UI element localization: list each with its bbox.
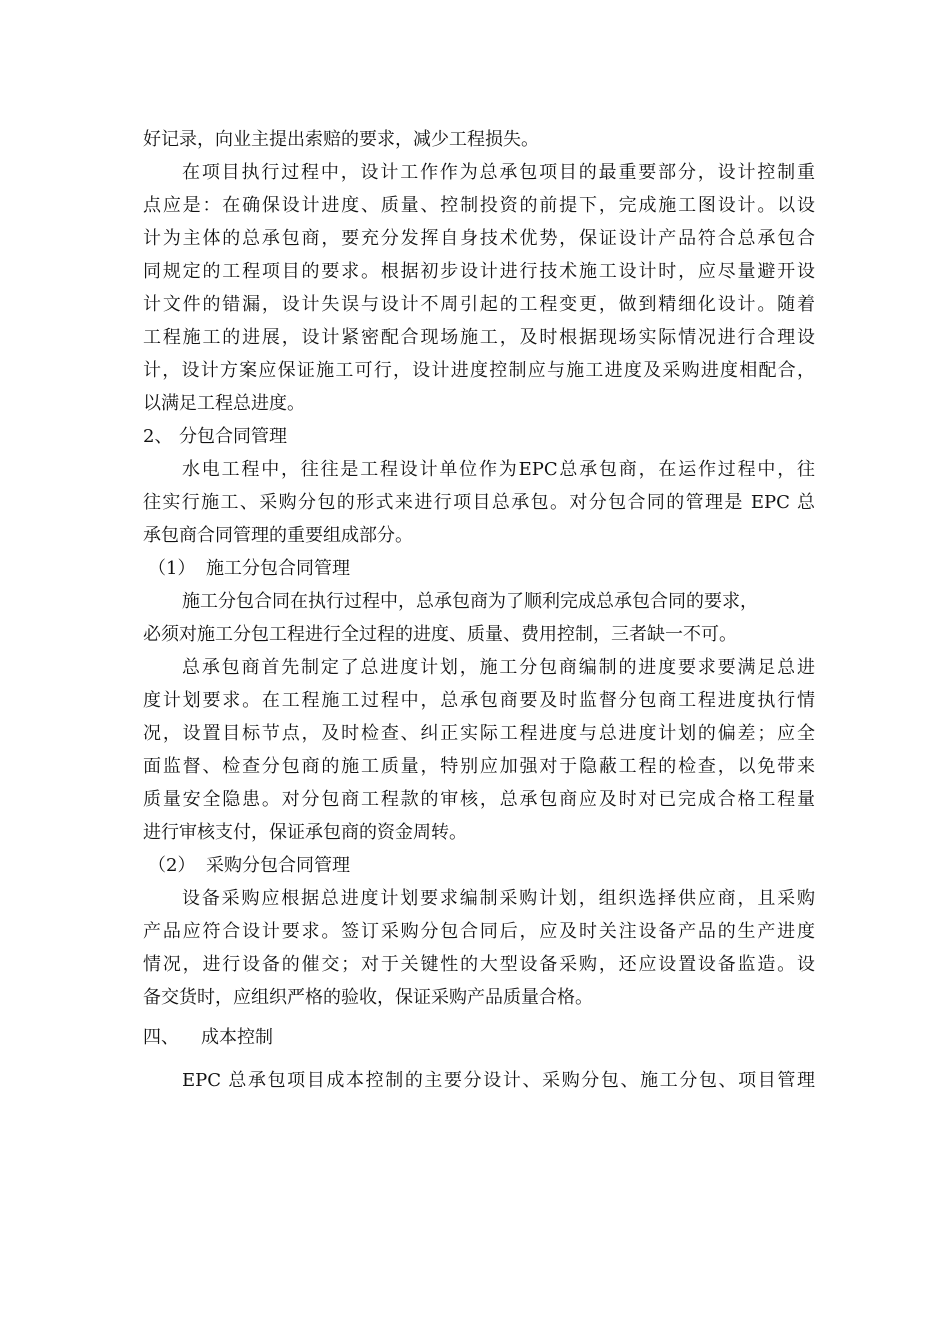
paragraph-line: 点应是：在确保设计进度、质量、控制投资的前提下，完成施工图设计。以设 bbox=[143, 195, 815, 216]
chapter-heading bbox=[143, 1026, 815, 1050]
paragraph-line: 计为主体的总承包商，要充分发挥自身技术优势，保证设计产品符合总承包合 bbox=[143, 228, 815, 249]
heading-number: 2、 bbox=[143, 426, 173, 447]
paragraph-line: 施工分包合同在执行过程中，总承包商为了顺利完成总承包合同的要求， bbox=[182, 591, 758, 612]
paragraph-line: EPC 总承包项目成本控制的主要分设计、采购分包、施工分包、项目管理 bbox=[182, 1070, 815, 1091]
paragraph-line: 总承包商首先制定了总进度计划，施工分包商编制的进度要求要满足总进 bbox=[182, 657, 815, 678]
paragraph-line: 况，设置目标节点，及时检查、纠正实际工程进度与总进度计划的偏差；应全 bbox=[143, 723, 815, 744]
paragraph-line: 质量安全隐患。对分包商工程款的审核，总承包商应及时对已完成合格工程量 bbox=[143, 789, 815, 810]
heading-number: （2） bbox=[148, 855, 196, 876]
paragraph-line: 情况，进行设备的催交；对于关键性的大型设备采购，还应设置设备监造。设 bbox=[143, 954, 815, 975]
paragraph-line: 备交货时，应组织严格的验收，保证采购产品质量合格。 bbox=[143, 987, 593, 1008]
paragraph-line: 承包商合同管理的重要组成部分。 bbox=[143, 525, 413, 546]
paragraph-line: 在项目执行过程中，设计工作作为总承包项目的最重要部分，设计控制重 bbox=[182, 162, 815, 183]
heading-text: 分包合同管理 bbox=[179, 426, 287, 447]
heading-text: 采购分包合同管理 bbox=[206, 855, 350, 876]
paragraph-line: 设备采购应根据总进度计划要求编制采购计划，组织选择供应商，且采购 bbox=[182, 888, 815, 909]
paragraph-line: 往实行施工、采购分包的形式来进行项目总承包。对分包合同的管理是 EPC 总 bbox=[143, 492, 815, 513]
paragraph-line: 度计划要求。在工程施工过程中，总承包商要及时监督分包商工程进度执行情 bbox=[143, 690, 815, 711]
paragraph-line: 面监督、检查分包商的施工质量，特别应加强对于隐蔽工程的检查，以免带来 bbox=[143, 756, 815, 777]
heading-number: 四、 bbox=[143, 1027, 179, 1048]
section-heading bbox=[143, 425, 815, 449]
paragraph-line: 以满足工程总进度。 bbox=[143, 393, 305, 414]
paragraph-line: 好记录，向业主提出索赔的要求，减少工程损失。 bbox=[143, 129, 539, 150]
subsection-heading bbox=[143, 557, 815, 581]
paragraph-line: 工程施工的进展，设计紧密配合现场施工，及时根据现场实际情况进行合理设 bbox=[143, 327, 815, 348]
paragraph-line: 进行审核支付，保证承包商的资金周转。 bbox=[143, 822, 467, 843]
heading-text: 施工分包合同管理 bbox=[206, 558, 350, 579]
heading-number: （1） bbox=[148, 558, 196, 579]
paragraph-line: 水电工程中，往往是工程设计单位作为EPC总承包商，在运作过程中，往 bbox=[182, 459, 815, 480]
heading-text: 成本控制 bbox=[201, 1027, 273, 1048]
paragraph-line: 计，设计方案应保证施工可行，设计进度控制应与施工进度及采购进度相配合， bbox=[143, 360, 815, 381]
paragraph-line: 产品应符合设计要求。签订采购分包合同后，应及时关注设备产品的生产进度 bbox=[143, 921, 815, 942]
paragraph-line: 必须对施工分包工程进行全过程的进度、质量、费用控制，三者缺一不可。 bbox=[143, 624, 737, 645]
subsection-heading bbox=[143, 854, 815, 878]
paragraph-line: 同规定的工程项目的要求。根据初步设计进行技术施工设计时，应尽量避开设 bbox=[143, 261, 815, 282]
paragraph-line: 计文件的错漏，设计失误与设计不周引起的工程变更，做到精细化设计。随着 bbox=[143, 294, 815, 315]
